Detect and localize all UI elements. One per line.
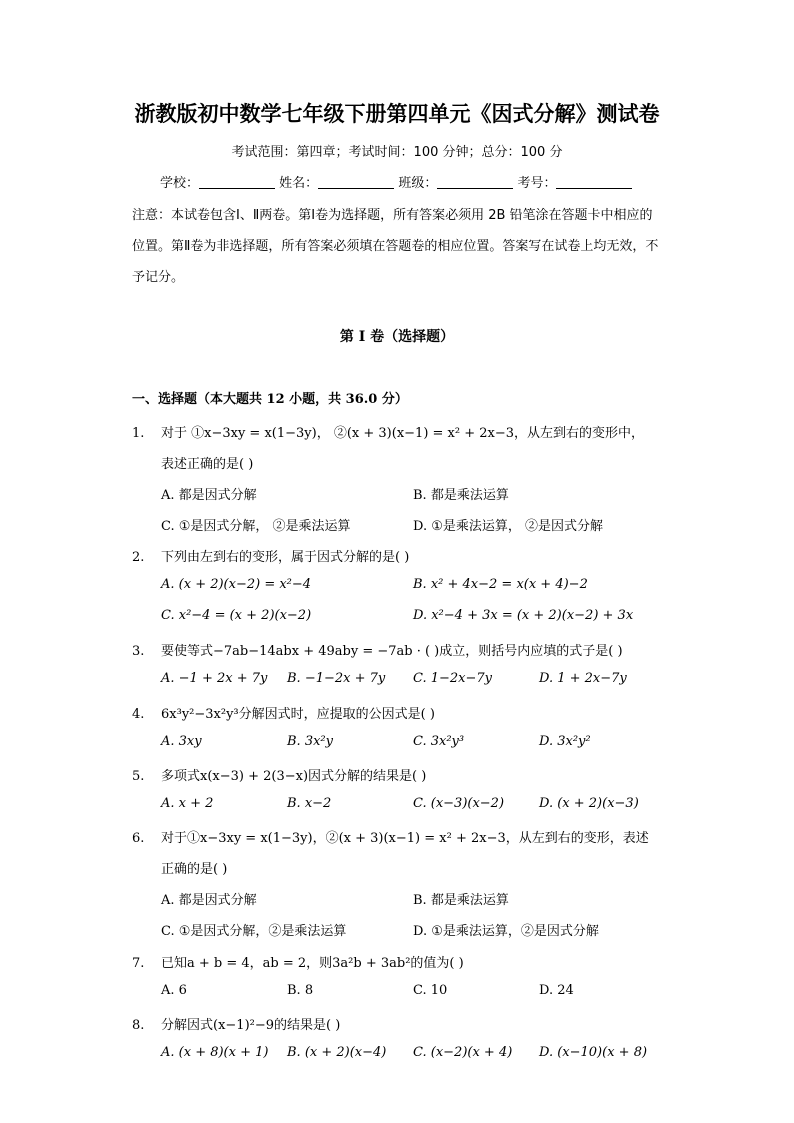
question-stem: 分解因式(x−1)²−9的结果是( ): [161, 1018, 341, 1033]
exam-meta: 考试范围：第四章；考试时间：100 分钟；总分：100 分: [231, 145, 563, 160]
q3-option-d: D. 1 + 2x−7y: [539, 671, 627, 686]
school-blank: [199, 175, 275, 189]
school-label: 学校：: [160, 176, 200, 191]
q1-option-a: A. 都是因式分解: [161, 488, 257, 503]
question-1-stem-cont: 表述正确的是( ): [161, 457, 254, 472]
q4-option-a: A. 3xy: [161, 734, 202, 749]
q8-option-b: B. (x + 2)(x−4): [287, 1045, 387, 1060]
question-number: 6.: [132, 831, 145, 846]
question-3: [132, 640, 623, 659]
exam-title: 浙教版初中数学七年级下册第四单元《因式分解》测试卷: [134, 102, 660, 126]
question-1: [132, 422, 644, 441]
q7-option-a: A. 6: [161, 983, 187, 998]
q5-option-b: B. x−2: [287, 796, 332, 811]
question-2: [132, 546, 409, 565]
q5-option-a: A. x + 2: [161, 796, 214, 811]
q2-option-b: B. x² + 4x−2 = x(x + 4)−2: [413, 577, 588, 592]
question-stem: 对于①x−3xy = x(1−3y)，②(x + 3)(x−1) = x² + 2x−3，从左到右的变形，表述: [161, 831, 649, 846]
q2-option-d: D. x²−4 + 3x = (x + 2)(x−2) + 3x: [413, 608, 634, 623]
q7-option-b: B. 8: [287, 983, 314, 998]
question-4: [132, 703, 435, 722]
q4-option-c: C. 3x²y³: [413, 734, 465, 749]
q2-option-c: C. x²−4 = (x + 2)(x−2): [161, 608, 312, 623]
question-7: [132, 952, 464, 971]
q3-option-b: B. −1−2x + 7y: [287, 671, 386, 686]
part-title: 第 I 卷（选择题）: [339, 329, 455, 345]
q5-option-d: D. (x + 2)(x−3): [539, 796, 639, 811]
exam-notice: 注意：本试卷包含Ⅰ、Ⅱ两卷。第Ⅰ卷为选择题，所有答案必须用 2B 铅笔涂在答题卡中相应的位置。第Ⅱ卷为非选择题，所有答案必须填在答题卷的相应位置。答案写在试卷上均无效，不予记分。: [132, 208, 659, 285]
question-stem: 下列由左到右的变形，属于因式分解的是( ): [161, 550, 410, 565]
q3-option-c: C. 1−2x−7y: [413, 671, 493, 686]
q6-option-c: C. ①是因式分解，②是乘法运算: [161, 924, 347, 939]
question-5: [132, 765, 426, 784]
q1-option-d: D. ①是乘法运算， ②是因式分解: [413, 519, 604, 534]
question-number: 5.: [132, 769, 145, 784]
question-stem: 多项式x(x−3) + 2(3−x)因式分解的结果是( ): [161, 769, 427, 784]
section-title: 一、选择题（本大题共 12 小题，共 36.0 分）: [132, 392, 408, 407]
q7-option-d: D. 24: [539, 983, 574, 998]
q8-option-d: D. (x−10)(x + 8): [539, 1045, 648, 1060]
q4-option-d: D. 3x²y²: [539, 734, 591, 749]
question-number: 7.: [132, 956, 145, 971]
q6-option-a: A. 都是因式分解: [161, 893, 257, 908]
name-label: 姓名：: [279, 176, 319, 191]
q7-option-c: C. 10: [413, 983, 448, 998]
question-8: [132, 1014, 340, 1033]
question-6-stem-cont: 正确的是( ): [161, 862, 228, 877]
id-blank: [556, 175, 632, 189]
name-blank: [318, 175, 394, 189]
q4-option-b: B. 3x²y: [287, 734, 333, 749]
question-stem: 要使等式−7ab−14abx + 49aby = −7ab · ( )成立，则括号内应填的式子是( ): [161, 644, 623, 659]
q5-option-c: C. (x−3)(x−2): [413, 796, 505, 811]
question-stem: 6x³y²−3x²y³分解因式时，应提取的公因式是( ): [161, 707, 435, 722]
q6-option-b: B. 都是乘法运算: [413, 893, 509, 908]
question-number: 1.: [132, 426, 145, 441]
question-stem: 对于 ①x−3xy = x(1−3y)， ②(x + 3)(x−1) = x² + 2x−3，从左到右的变形中，: [161, 426, 645, 441]
q8-option-a: A. (x + 8)(x + 1): [161, 1045, 269, 1060]
q8-option-c: C. (x−2)(x + 4): [413, 1045, 513, 1060]
q1-option-c: C. ①是因式分解， ②是乘法运算: [161, 519, 351, 534]
q1-option-b: B. 都是乘法运算: [413, 488, 509, 503]
q6-option-d: D. ①是乘法运算，②是因式分解: [413, 924, 599, 939]
q3-option-a: A. −1 + 2x + 7y: [161, 671, 268, 686]
id-label: 考号：: [517, 176, 557, 191]
class-label: 班级：: [398, 176, 438, 191]
question-number: 4.: [132, 707, 145, 722]
question-number: 8.: [132, 1018, 145, 1033]
question-stem: 已知a + b = 4，ab = 2，则3a²b + 3ab²的值为( ): [161, 956, 464, 971]
question-6: [132, 827, 649, 846]
question-number: 3.: [132, 644, 145, 659]
q2-option-a: A. (x + 2)(x−2) = x²−4: [161, 577, 312, 592]
question-number: 2.: [132, 550, 145, 565]
student-info-fields: [160, 172, 632, 191]
class-blank: [437, 175, 513, 189]
